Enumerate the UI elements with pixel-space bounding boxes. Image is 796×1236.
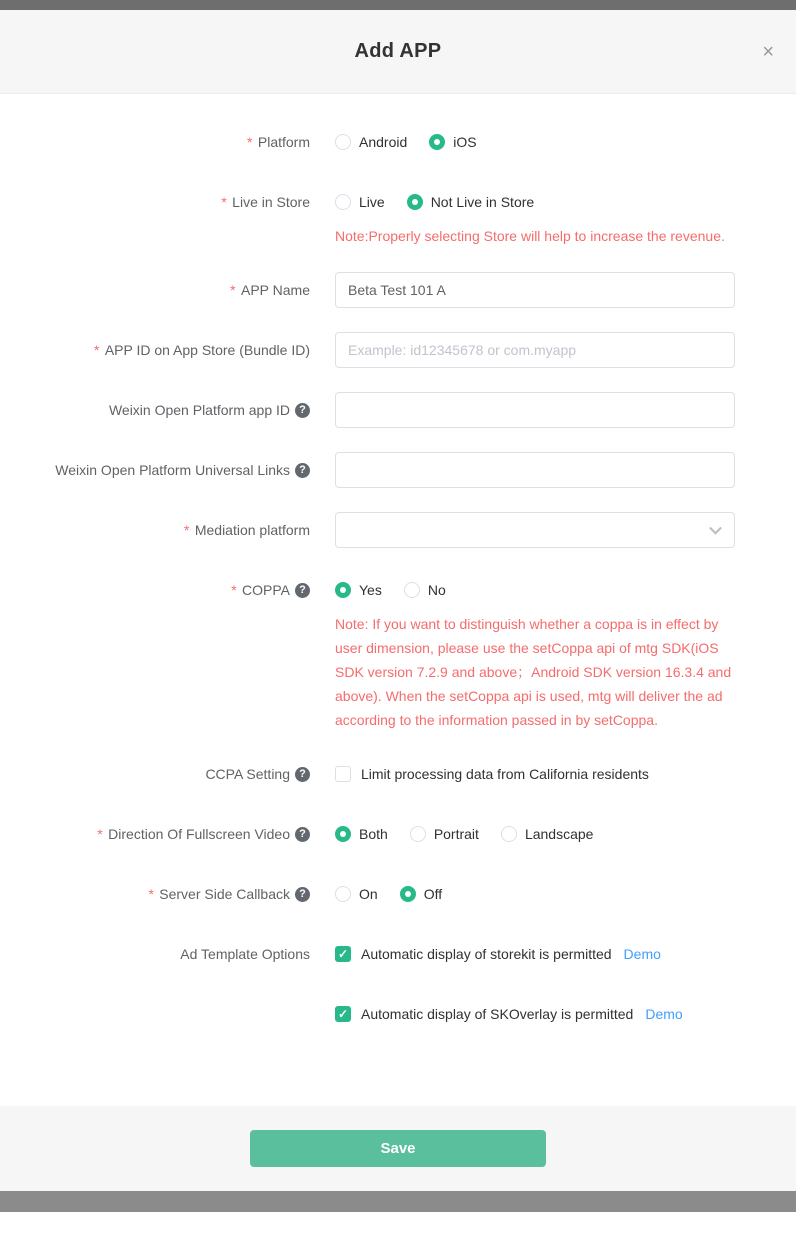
- row-ad-template-options: [0, 936, 796, 1032]
- fullscreen-direction-radio-group: [335, 816, 735, 852]
- help-icon[interactable]: [295, 403, 310, 418]
- radio-icon: [335, 194, 351, 210]
- required-asterisk: [183, 522, 189, 538]
- radio-icon: [404, 582, 420, 598]
- radio-icon: [410, 826, 426, 842]
- direction-option-both[interactable]: [335, 826, 388, 842]
- add-app-form: [0, 94, 796, 1106]
- required-asterisk: [93, 342, 99, 358]
- direction-option-portrait[interactable]: [410, 826, 479, 842]
- ccpa-label: [0, 756, 310, 792]
- weixin-app-id-input[interactable]: [335, 392, 735, 428]
- radio-checked-icon: [429, 134, 445, 150]
- radio-label: Android: [359, 134, 408, 150]
- storekit-checkbox[interactable]: [335, 946, 612, 962]
- app-id-input[interactable]: [335, 332, 735, 368]
- skoverlay-demo-link[interactable]: Demo: [645, 1006, 683, 1022]
- row-fullscreen-direction: [0, 816, 796, 852]
- checkbox-checked-icon: [335, 946, 351, 962]
- label-text: Ad Template Options: [180, 946, 310, 962]
- ad-template-options-label: [0, 936, 310, 972]
- label-text: Weixin Open Platform app ID: [108, 402, 290, 418]
- checkbox-icon: [335, 766, 351, 782]
- radio-icon: [501, 826, 517, 842]
- row-ccpa: [0, 756, 796, 792]
- radio-label: Landscape: [524, 826, 594, 842]
- radio-label: Off: [423, 886, 443, 902]
- help-icon[interactable]: [295, 767, 310, 782]
- help-icon[interactable]: [295, 463, 310, 478]
- weixin-universal-links-input[interactable]: [335, 452, 735, 488]
- weixin-app-id-label: [0, 392, 310, 428]
- label-text: Mediation platform: [194, 522, 310, 538]
- mediation-platform-select[interactable]: [335, 512, 735, 548]
- radio-label: Not Live in Store: [430, 194, 535, 210]
- server-side-callback-label: [0, 876, 310, 912]
- platform-option-ios[interactable]: [429, 134, 476, 150]
- radio-label: No: [427, 582, 446, 598]
- radio-label: Portrait: [433, 826, 479, 842]
- label-text: APP ID on App Store (Bundle ID): [104, 342, 310, 358]
- row-mediation-platform: [0, 512, 796, 548]
- row-platform: [0, 124, 796, 160]
- help-icon[interactable]: [295, 827, 310, 842]
- label-text: APP Name: [241, 282, 310, 298]
- skoverlay-checkbox[interactable]: [335, 1006, 633, 1022]
- radio-label: Both: [359, 826, 388, 842]
- help-icon[interactable]: [295, 583, 310, 598]
- radio-label: iOS: [453, 134, 477, 150]
- label-text: CCPA Setting: [205, 766, 290, 782]
- close-icon[interactable]: ×: [762, 40, 774, 63]
- app-name-input[interactable]: [335, 272, 735, 308]
- radio-icon: [335, 886, 351, 902]
- checkbox-label: Limit processing data from California residents: [361, 766, 649, 782]
- label-text: Direction Of Fullscreen Video: [108, 826, 290, 842]
- checkbox-label: Automatic display of storekit is permitted: [361, 946, 612, 962]
- live-option-not-live[interactable]: [407, 194, 535, 210]
- coppa-option-yes[interactable]: [335, 582, 382, 598]
- radio-label: Live: [359, 194, 385, 210]
- required-asterisk: [246, 134, 252, 150]
- coppa-label: [0, 572, 310, 608]
- save-button[interactable]: Save: [250, 1130, 546, 1167]
- label-text: COPPA: [242, 582, 290, 598]
- skoverlay-checkbox-row: [335, 996, 735, 1032]
- row-coppa: [0, 572, 796, 732]
- row-app-name: [0, 272, 796, 308]
- required-asterisk: [148, 886, 154, 902]
- ccpa-checkbox-row: [335, 756, 735, 792]
- app-id-label: [0, 332, 310, 368]
- label-text: Server Side Callback: [159, 886, 290, 902]
- live-in-store-label: [0, 184, 310, 220]
- chevron-down-icon: [709, 522, 722, 535]
- label-text: Live in Store: [232, 194, 310, 210]
- radio-checked-icon: [335, 582, 351, 598]
- storekit-checkbox-row: [335, 936, 735, 972]
- row-server-side-callback: [0, 876, 796, 912]
- app-name-label: [0, 272, 310, 308]
- add-app-modal: [0, 10, 796, 1191]
- row-weixin-universal-links: [0, 452, 796, 488]
- coppa-radio-group: [335, 572, 735, 608]
- ccpa-checkbox[interactable]: [335, 766, 649, 782]
- radio-checked-icon: [400, 886, 416, 902]
- checkbox-checked-icon: [335, 1006, 351, 1022]
- server-side-callback-radio-group: [335, 876, 735, 912]
- live-in-store-radio-group: [335, 184, 735, 220]
- required-asterisk: [221, 194, 227, 210]
- radio-checked-icon: [407, 194, 423, 210]
- weixin-universal-links-label: [0, 452, 310, 488]
- row-live-in-store: [0, 184, 796, 248]
- required-asterisk: [230, 282, 236, 298]
- callback-option-on[interactable]: [335, 886, 378, 902]
- radio-label: On: [359, 886, 378, 902]
- callback-option-off[interactable]: [400, 886, 442, 902]
- page-background-bottom: [0, 1191, 796, 1212]
- platform-label: [0, 124, 310, 160]
- row-weixin-app-id: [0, 392, 796, 428]
- coppa-option-no[interactable]: [404, 582, 446, 598]
- platform-radio-group: [335, 124, 735, 160]
- help-icon[interactable]: [295, 887, 310, 902]
- required-asterisk: [97, 826, 103, 842]
- live-option-live[interactable]: [335, 194, 385, 210]
- required-asterisk: [231, 582, 237, 598]
- checkbox-label: Automatic display of SKOverlay is permitted: [361, 1006, 634, 1022]
- radio-checked-icon: [335, 826, 351, 842]
- coppa-note: Note: If you want to distinguish whether a coppa is in effect by user dimension, please use the setCoppa api of mtg SDK(iOS SDK version 7.2.9 and above；Android SDK version 16.3.4 and above). When the setCoppa api is used, mtg will deliver the ad according to the information passed in by setCoppa.: [335, 616, 732, 728]
- mediation-platform-label: [0, 512, 310, 548]
- label-text: Platform: [257, 134, 310, 150]
- label-text: Weixin Open Platform Universal Links: [55, 462, 290, 478]
- page-background-top: [0, 0, 796, 10]
- row-app-id: [0, 332, 796, 368]
- platform-option-android[interactable]: [335, 134, 407, 150]
- live-in-store-note: Note:Properly selecting Store will help to increase the revenue.: [335, 228, 725, 244]
- storekit-demo-link[interactable]: Demo: [623, 946, 661, 962]
- modal-header: [0, 10, 796, 94]
- modal-footer: [0, 1106, 796, 1191]
- fullscreen-direction-label: [0, 816, 310, 852]
- radio-label: Yes: [359, 582, 382, 598]
- modal-title: Add APP: [354, 40, 442, 62]
- direction-option-landscape[interactable]: [501, 826, 594, 842]
- radio-icon: [335, 134, 351, 150]
